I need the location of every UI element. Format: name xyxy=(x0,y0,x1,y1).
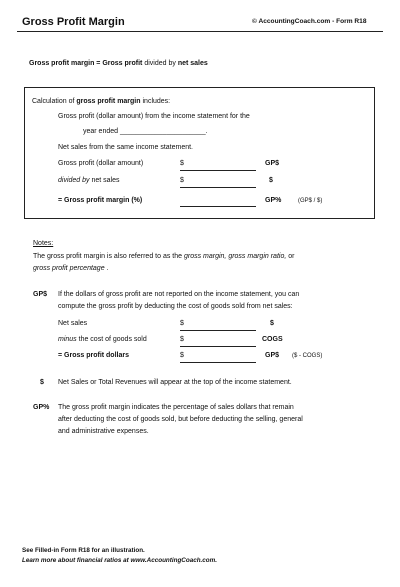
notes-paragraph-line1 xyxy=(33,253,294,260)
calc-gpd-label: = Gross profit dollars xyxy=(58,352,129,359)
row-net-sales-label-a: divided by xyxy=(58,177,90,184)
calc-gpd-dollar: $ xyxy=(180,352,184,359)
box-line-1: Gross profit (dollar amount) from the income statement for the xyxy=(58,113,250,120)
row-gross-profit-blank[interactable] xyxy=(180,170,256,171)
row-gpm-note: (GP$ / $) xyxy=(298,198,323,204)
page-title: Gross Profit Margin xyxy=(22,16,125,28)
row-gross-profit-code: GP$ xyxy=(265,160,280,167)
notes-p1-e: . xyxy=(104,265,109,272)
row-gpm-code: GP% xyxy=(265,197,282,204)
row-gpm-blank[interactable] xyxy=(180,206,256,207)
note-gp-line1: If the dollars of gross profit are not reported on the income statement, you can xyxy=(58,291,300,298)
calc-cogs-code: COGS xyxy=(262,336,283,343)
row-net-sales-dollar: $ xyxy=(180,177,184,184)
box-intro-b: gross profit margin xyxy=(76,98,141,105)
calc-cogs-blank[interactable] xyxy=(180,346,256,347)
footer-line2: Learn more about financial ratios at www.AccountingCoach.com. xyxy=(22,557,218,564)
note-gpp-line2: after deducting the cost of goods sold, but before deducting the selling, general xyxy=(58,416,303,423)
box-intro xyxy=(32,98,170,105)
notes-paragraph-line2 xyxy=(33,265,109,272)
formula-term-gpm: Gross profit margin xyxy=(29,60,95,67)
row-net-sales-label xyxy=(58,177,120,184)
calc-net-sales-label: Net sales xyxy=(58,320,88,327)
row-gpm-label: = Gross profit margin (%) xyxy=(58,197,143,204)
formula-divided: divided by xyxy=(142,60,178,67)
box-line-3: Net sales from the same income statement. xyxy=(58,144,193,151)
footer-line1: See Filled-in Form R18 for an illustration. xyxy=(22,547,145,554)
box-intro-c: includes: xyxy=(140,98,171,105)
notes-p1-d: gross profit percentage xyxy=(33,265,105,272)
formula-line xyxy=(29,60,208,67)
row-gross-profit-label: Gross profit (dollar amount) xyxy=(58,160,144,167)
note-dollar-code: $ xyxy=(40,379,44,386)
formula-equals: = xyxy=(94,60,103,67)
note-gp-code: GP$ xyxy=(33,291,48,298)
note-gpp-code: GP% xyxy=(33,404,50,411)
note-gp-line2: compute the gross profit by deducting the cost of goods sold from net sales: xyxy=(58,303,293,310)
calc-cogs-label-a: minus xyxy=(58,336,77,343)
header-divider xyxy=(17,31,383,32)
formula-term-gp: Gross profit xyxy=(102,60,143,67)
box-line-2: year ended ______________________. xyxy=(83,128,208,135)
row-net-sales-code: $ xyxy=(269,177,273,184)
calc-net-sales-code: $ xyxy=(270,320,274,327)
calc-net-sales-dollar: $ xyxy=(180,320,184,327)
row-net-sales-label-b: net sales xyxy=(89,177,120,184)
calc-cogs-label-b: the cost of goods sold xyxy=(76,336,147,343)
note-gpp-line1: The gross profit margin indicates the percentage of sales dollars that remain xyxy=(58,404,294,411)
notes-p1-c: or xyxy=(286,253,295,260)
note-gpp-line3: and administrative expenses. xyxy=(58,428,149,435)
notes-p1-a: The gross profit margin is also referred to as the xyxy=(33,253,184,260)
calc-cogs-label xyxy=(58,336,147,343)
calc-gpd-blank[interactable] xyxy=(180,362,256,363)
box-intro-a: Calculation of xyxy=(32,98,77,105)
notes-heading: Notes: xyxy=(33,240,54,247)
row-gross-profit-dollar: $ xyxy=(180,160,184,167)
calc-gpd-code: GP$ xyxy=(265,352,280,359)
calc-net-sales-blank[interactable] xyxy=(180,330,256,331)
calc-gpd-note: ($ - COGS) xyxy=(292,353,323,359)
calc-cogs-dollar: $ xyxy=(180,336,184,343)
form-label: © AccountingCoach.com - Form R18 xyxy=(252,18,367,25)
formula-term-ns: net sales xyxy=(177,60,208,67)
note-dollar-text: Net Sales or Total Revenues will appear at the top of the income statement. xyxy=(58,379,292,386)
row-net-sales-blank[interactable] xyxy=(180,187,256,188)
notes-p1-b: gross margin, gross margin ratio, xyxy=(183,253,287,260)
